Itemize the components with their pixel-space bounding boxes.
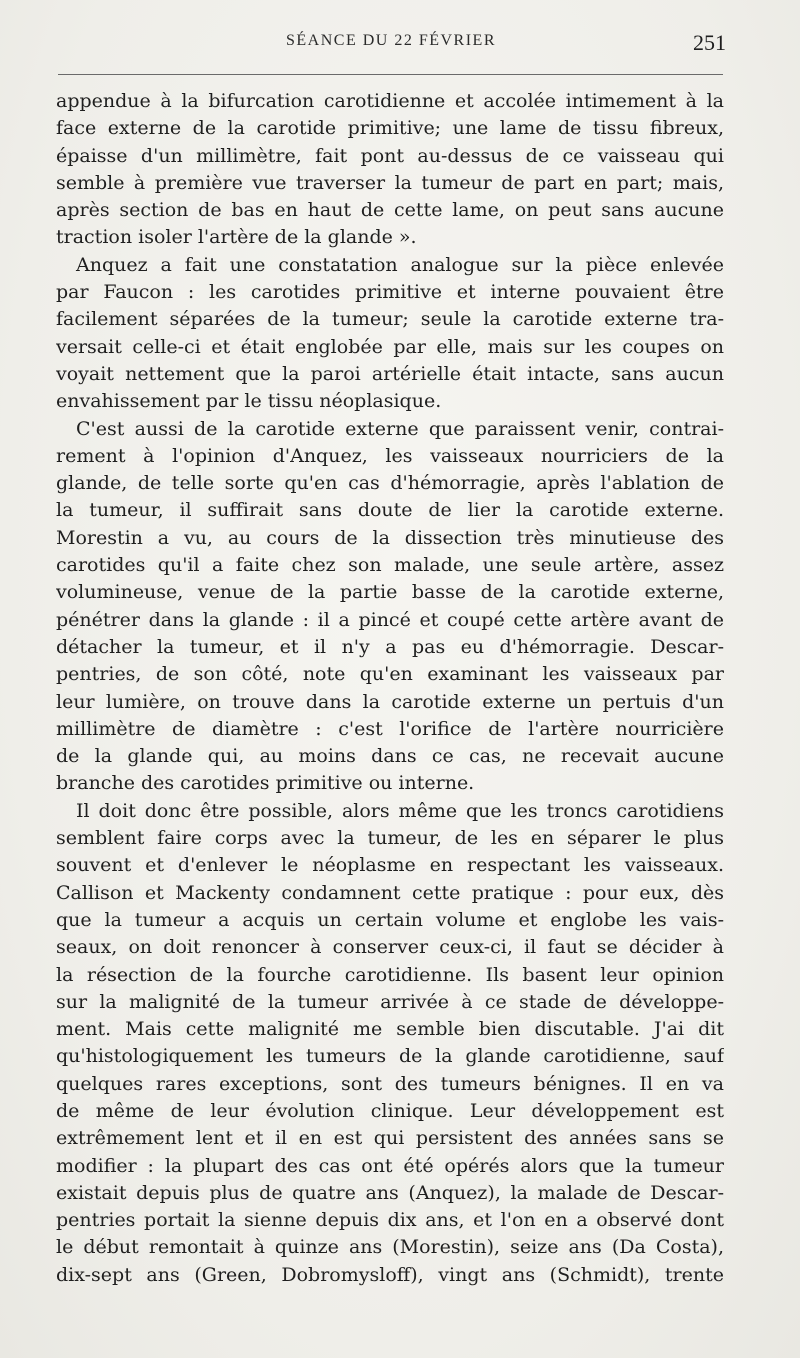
text-line: de même de leur évolution clinique. Leur développement est <box>56 1099 724 1122</box>
text-line: Callison et Mackenty condamnent cette pratique : pour eux, dès <box>56 881 724 904</box>
text-line: millimètre de diamètre : c'est l'orifice de l'artère nourricière <box>56 717 724 740</box>
text-line: appendue à la bifurcation carotidienne et accolée intimement à la <box>56 90 724 112</box>
text-line: détacher la tumeur, et il n'y a pas eu d'hémorragie. Descar- <box>56 635 724 658</box>
text-line: dix-sept ans (Green, Dobromysloff), vingt ans (Schmidt), trente <box>56 1263 724 1286</box>
text-line: de la glande qui, au moins dans ce cas, ne recevait aucune <box>56 745 724 768</box>
text-line: quelques rares exceptions, sont des tumeurs bénignes. Il en va <box>56 1072 724 1095</box>
text-line: glande, de telle sorte qu'en cas d'hémorragie, après l'ablation de <box>56 472 724 495</box>
text-line: que la tumeur a acquis un certain volume et englobe les vais- <box>56 908 724 931</box>
text-line: épaisse d'un millimètre, fait pont au-dessus de ce vaisseau qui <box>56 144 724 167</box>
text-line: extrêmement lent et il en est qui persistent des années sans se <box>56 1127 724 1150</box>
text-line: qu'histologiquement les tumeurs de la glande carotidienne, sauf <box>56 1045 724 1068</box>
page-number: 251 <box>693 30 726 55</box>
text-line: branche des carotides primitive ou interne. <box>56 772 475 795</box>
text-line: envahissement par le tissu néoplasique. <box>56 390 442 413</box>
body-text <box>56 88 724 1289</box>
paragraph-first-line: C'est aussi de la carotide externe que paraissent venir, contrai- <box>76 417 724 440</box>
text-line: le début remontait à quinze ans (Morestin), seize ans (Da Costa), <box>56 1236 724 1259</box>
text-line: pénétrer dans la glande : il a pincé et coupé cette artère avant de <box>56 608 724 631</box>
text-line: voyait nettement que la paroi artérielle était intacte, sans aucun <box>56 362 724 385</box>
paragraph-first-line: Anquez a fait une constatation analogue sur la pièce enlevée <box>76 253 724 276</box>
text-line: modifier : la plupart des cas ont été opérés alors que la tumeur <box>56 1154 724 1177</box>
text-line: leur lumière, on trouve dans la carotide externe un pertuis d'un <box>56 690 724 713</box>
running-title: SÉANCE DU 22 FÉVRIER <box>285 32 496 49</box>
text-line: Morestin a vu, au cours de la dissection très minutieuse des <box>56 526 724 549</box>
text-line: par Faucon : les carotides primitive et interne pouvaient être <box>56 281 724 304</box>
text-line: volumineuse, venue de la partie basse de la carotide externe, <box>56 581 724 604</box>
header-rule <box>58 74 723 75</box>
text-line: existait depuis plus de quatre ans (Anquez), la malade de Descar- <box>56 1181 724 1204</box>
text-line: seaux, on doit renoncer à conserver ceux-ci, il faut se décider à <box>56 936 724 959</box>
text-line: après section de bas en haut de cette lame, on peut sans aucune <box>56 199 724 222</box>
text-line: sur la malignité de la tumeur arrivée à ce stade de développe- <box>56 990 724 1013</box>
text-line: pentries portait la sienne depuis dix ans, et l'on en a observé dont <box>56 1209 724 1232</box>
text-line: face externe de la carotide primitive; une lame de tissu fibreux, <box>56 117 724 140</box>
page-header <box>56 30 726 64</box>
text-line: la résection de la fourche carotidienne. Ils basent leur opinion <box>56 963 724 986</box>
text-line: traction isoler l'artère de la glande ». <box>56 226 417 249</box>
text-line: pentries, de son côté, note qu'en examinant les vaisseaux par <box>56 663 724 686</box>
text-line: versait celle-ci et était englobée par elle, mais sur les coupes on <box>56 335 724 358</box>
text-line: ment. Mais cette malignité me semble bien discutable. J'ai dit <box>56 1018 724 1041</box>
text-line: rement à l'opinion d'Anquez, les vaisseaux nourriciers de la <box>56 444 724 467</box>
text-line: la tumeur, il suffirait sans doute de lier la carotide externe. <box>56 499 724 522</box>
text-line: carotides qu'il a faite chez son malade, une seule artère, assez <box>56 554 724 577</box>
text-line: semble à première vue traverser la tumeur de part en part; mais, <box>56 171 724 194</box>
text-line: facilement séparées de la tumeur; seule la carotide externe tra- <box>56 308 724 331</box>
text-line: semblent faire corps avec la tumeur, de les en séparer le plus <box>56 827 724 850</box>
text-line: souvent et d'enlever le néoplasme en respectant les vaisseaux. <box>56 854 724 877</box>
paragraph-first-line: Il doit donc être possible, alors même que les troncs carotidiens <box>76 799 724 822</box>
